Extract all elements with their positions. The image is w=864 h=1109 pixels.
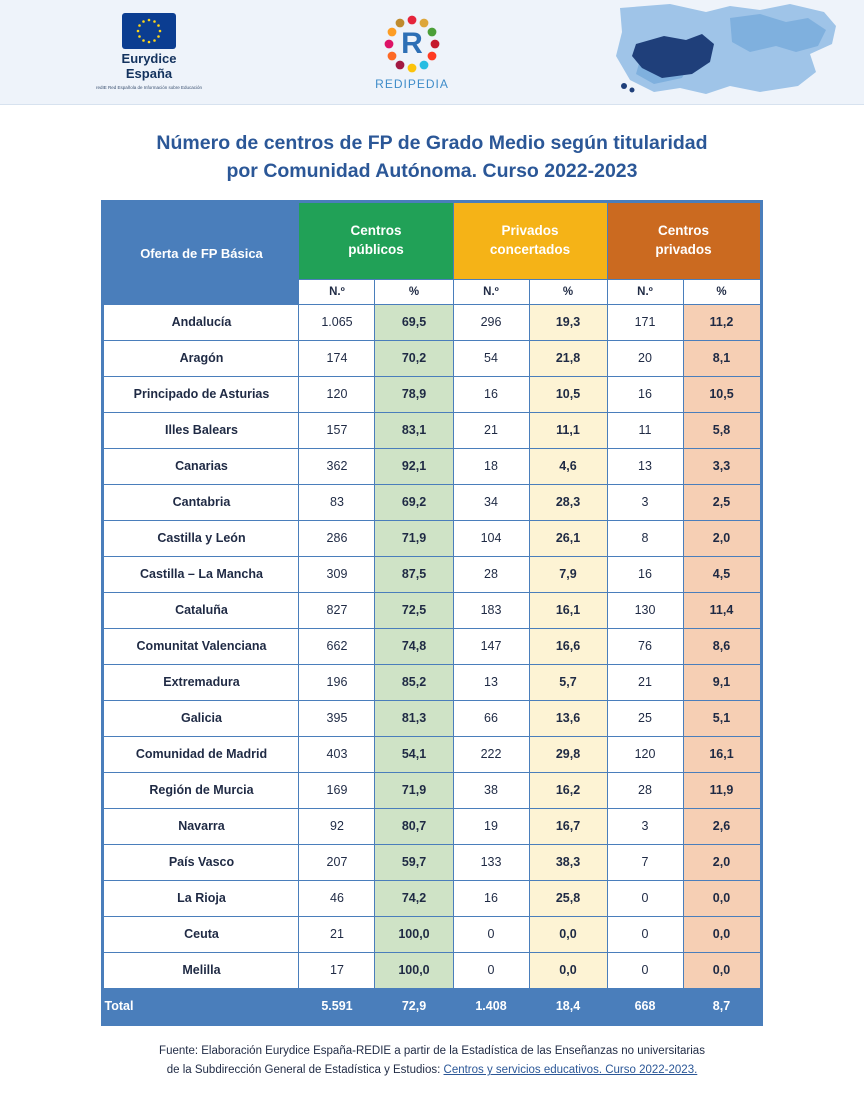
cell-private-pct: 0,0 xyxy=(683,952,761,988)
cell-total-concerted-count: 1.408 xyxy=(453,988,529,1024)
table-row xyxy=(103,736,761,772)
cell-public-pct: 69,2 xyxy=(375,484,453,520)
cell-private-count: 120 xyxy=(607,736,683,772)
cell-public-count: 196 xyxy=(299,664,375,700)
cell-total-private-count: 668 xyxy=(607,988,683,1024)
cell-concerted-count: 34 xyxy=(453,484,529,520)
table-total-row xyxy=(103,988,761,1024)
cell-public-pct: 74,8 xyxy=(375,628,453,664)
source-link[interactable]: Centros y servicios educativos. Curso 2022-2023. xyxy=(443,1064,698,1077)
header-group-concerted-line2: concertados xyxy=(489,241,571,257)
cell-private-count: 3 xyxy=(607,808,683,844)
cell-private-pct: 9,1 xyxy=(683,664,761,700)
cell-concerted-count: 66 xyxy=(453,700,529,736)
cell-concerted-count: 0 xyxy=(453,952,529,988)
table-row xyxy=(103,700,761,736)
cell-concerted-pct: 13,6 xyxy=(529,700,607,736)
cell-private-pct: 8,1 xyxy=(683,340,761,376)
cell-region: Galicia xyxy=(103,700,299,736)
data-table-container xyxy=(0,200,864,1026)
header-group-private xyxy=(607,201,761,279)
source-line1: Fuente: Elaboración Eurydice España-REDIE a partir de la Estadística de las Enseñanzas no universitarias xyxy=(159,1044,705,1057)
header-group-private-line1: Centros xyxy=(657,223,709,239)
header-concerted-count: N.º xyxy=(453,279,529,304)
cell-private-pct: 11,2 xyxy=(683,304,761,340)
cell-private-pct: 10,5 xyxy=(683,376,761,412)
cell-region: País Vasco xyxy=(103,844,299,880)
table-header-row-groups xyxy=(103,201,761,279)
cell-region: Región de Murcia xyxy=(103,772,299,808)
europe-map-graphic xyxy=(610,0,840,104)
cell-public-count: 83 xyxy=(299,484,375,520)
cell-private-pct: 2,5 xyxy=(683,484,761,520)
redipedia-letter: R xyxy=(401,27,423,60)
cell-private-count: 8 xyxy=(607,520,683,556)
page-title xyxy=(0,105,864,200)
cell-concerted-count: 54 xyxy=(453,340,529,376)
table-row xyxy=(103,916,761,952)
centros-fp-table xyxy=(101,200,762,1026)
cell-public-pct: 85,2 xyxy=(375,664,453,700)
cell-public-pct: 69,5 xyxy=(375,304,453,340)
cell-concerted-pct: 16,2 xyxy=(529,772,607,808)
cell-public-pct: 71,9 xyxy=(375,772,453,808)
cell-public-pct: 78,9 xyxy=(375,376,453,412)
cell-public-count: 827 xyxy=(299,592,375,628)
cell-public-pct: 83,1 xyxy=(375,412,453,448)
cell-public-pct: 100,0 xyxy=(375,916,453,952)
cell-concerted-count: 21 xyxy=(453,412,529,448)
cell-concerted-count: 19 xyxy=(453,808,529,844)
cell-private-count: 13 xyxy=(607,448,683,484)
header-group-public xyxy=(299,201,453,279)
cell-concerted-pct: 25,8 xyxy=(529,880,607,916)
header-region: Oferta de FP Básica xyxy=(103,201,299,304)
source-line2-prefix: de la Subdirección General de Estadística y Estudios: xyxy=(166,1064,444,1077)
cell-region: Comunitat Valenciana xyxy=(103,628,299,664)
table-row xyxy=(103,484,761,520)
eurydice-subtitle: redIE Red Española de Información sobre Educación xyxy=(95,85,203,91)
cell-public-count: 21 xyxy=(299,916,375,952)
cell-public-count: 362 xyxy=(299,448,375,484)
cell-concerted-pct: 5,7 xyxy=(529,664,607,700)
redipedia-wordmark: REDIPEDIA xyxy=(375,77,449,91)
cell-public-pct: 92,1 xyxy=(375,448,453,484)
header-group-public-line1: Centros xyxy=(350,223,402,239)
cell-concerted-count: 16 xyxy=(453,880,529,916)
cell-private-pct: 11,9 xyxy=(683,772,761,808)
table-row xyxy=(103,376,761,412)
table-row xyxy=(103,520,761,556)
cell-public-pct: 74,2 xyxy=(375,880,453,916)
cell-private-count: 0 xyxy=(607,952,683,988)
cell-region: Canarias xyxy=(103,448,299,484)
cell-concerted-count: 222 xyxy=(453,736,529,772)
cell-private-count: 28 xyxy=(607,772,683,808)
cell-concerted-count: 104 xyxy=(453,520,529,556)
header-public-count: N.º xyxy=(299,279,375,304)
eu-flag-icon xyxy=(122,13,176,49)
cell-concerted-pct: 11,1 xyxy=(529,412,607,448)
header-group-private-line2: privados xyxy=(655,241,712,257)
cell-private-count: 171 xyxy=(607,304,683,340)
page-header xyxy=(0,0,864,105)
cell-region: Castilla – La Mancha xyxy=(103,556,299,592)
table-body xyxy=(103,304,761,1024)
cell-private-pct: 0,0 xyxy=(683,916,761,952)
cell-public-count: 1.065 xyxy=(299,304,375,340)
cell-public-count: 169 xyxy=(299,772,375,808)
cell-total-concerted-pct: 18,4 xyxy=(529,988,607,1024)
cell-public-count: 309 xyxy=(299,556,375,592)
cell-public-count: 395 xyxy=(299,700,375,736)
header-group-concerted-line1: Privados xyxy=(501,223,559,239)
cell-concerted-pct: 28,3 xyxy=(529,484,607,520)
table-row xyxy=(103,448,761,484)
cell-public-pct: 80,7 xyxy=(375,808,453,844)
cell-concerted-count: 13 xyxy=(453,664,529,700)
cell-concerted-count: 296 xyxy=(453,304,529,340)
cell-region: Castilla y León xyxy=(103,520,299,556)
cell-concerted-pct: 16,1 xyxy=(529,592,607,628)
table-row xyxy=(103,556,761,592)
cell-concerted-count: 28 xyxy=(453,556,529,592)
cell-private-pct: 2,0 xyxy=(683,520,761,556)
cell-region: Andalucía xyxy=(103,304,299,340)
eurydice-logo xyxy=(24,13,214,91)
header-group-concerted xyxy=(453,201,607,279)
table-row xyxy=(103,772,761,808)
cell-total-private-pct: 8,7 xyxy=(683,988,761,1024)
cell-concerted-pct: 7,9 xyxy=(529,556,607,592)
cell-private-pct: 16,1 xyxy=(683,736,761,772)
redipedia-mark-icon xyxy=(374,13,450,75)
cell-public-count: 207 xyxy=(299,844,375,880)
cell-private-count: 0 xyxy=(607,880,683,916)
cell-region: Illes Balears xyxy=(103,412,299,448)
cell-concerted-pct: 4,6 xyxy=(529,448,607,484)
cell-public-pct: 70,2 xyxy=(375,340,453,376)
cell-region: Principado de Asturias xyxy=(103,376,299,412)
cell-private-pct: 2,6 xyxy=(683,808,761,844)
eurydice-name-line1: Eurydice xyxy=(121,51,177,67)
cell-concerted-pct: 16,7 xyxy=(529,808,607,844)
cell-concerted-count: 0 xyxy=(453,916,529,952)
cell-private-pct: 11,4 xyxy=(683,592,761,628)
table-row xyxy=(103,304,761,340)
table-row xyxy=(103,664,761,700)
cell-private-count: 3 xyxy=(607,484,683,520)
cell-private-count: 130 xyxy=(607,592,683,628)
cell-public-pct: 59,7 xyxy=(375,844,453,880)
cell-private-count: 11 xyxy=(607,412,683,448)
cell-private-pct: 5,8 xyxy=(683,412,761,448)
table-row xyxy=(103,592,761,628)
cell-region: Comunidad de Madrid xyxy=(103,736,299,772)
cell-concerted-pct: 0,0 xyxy=(529,916,607,952)
page-title-line2: por Comunidad Autónoma. Curso 2022-2023 xyxy=(226,160,638,183)
cell-private-pct: 2,0 xyxy=(683,844,761,880)
eurydice-name-line2: España xyxy=(125,66,173,82)
cell-concerted-pct: 0,0 xyxy=(529,952,607,988)
cell-concerted-count: 16 xyxy=(453,376,529,412)
source-line2 xyxy=(82,1061,782,1081)
cell-private-count: 16 xyxy=(607,376,683,412)
cell-concerted-pct: 16,6 xyxy=(529,628,607,664)
cell-public-pct: 81,3 xyxy=(375,700,453,736)
cell-public-count: 662 xyxy=(299,628,375,664)
table-row xyxy=(103,412,761,448)
cell-private-pct: 8,6 xyxy=(683,628,761,664)
cell-region: Melilla xyxy=(103,952,299,988)
cell-private-pct: 5,1 xyxy=(683,700,761,736)
cell-region: Cantabria xyxy=(103,484,299,520)
cell-region: Ceuta xyxy=(103,916,299,952)
cell-public-pct: 87,5 xyxy=(375,556,453,592)
cell-concerted-pct: 10,5 xyxy=(529,376,607,412)
source-note xyxy=(82,1042,782,1081)
cell-private-count: 0 xyxy=(607,916,683,952)
header-group-public-line2: públicos xyxy=(348,241,404,257)
cell-region: Navarra xyxy=(103,808,299,844)
cell-public-count: 403 xyxy=(299,736,375,772)
cell-private-pct: 0,0 xyxy=(683,880,761,916)
header-public-pct: % xyxy=(375,279,453,304)
cell-region: Aragón xyxy=(103,340,299,376)
cell-concerted-count: 183 xyxy=(453,592,529,628)
table-row xyxy=(103,952,761,988)
cell-public-pct: 54,1 xyxy=(375,736,453,772)
cell-public-count: 286 xyxy=(299,520,375,556)
cell-private-pct: 4,5 xyxy=(683,556,761,592)
header-private-count: N.º xyxy=(607,279,683,304)
eu-stars-icon xyxy=(122,13,176,49)
cell-private-count: 21 xyxy=(607,664,683,700)
cell-region: La Rioja xyxy=(103,880,299,916)
cell-total-public-count: 5.591 xyxy=(299,988,375,1024)
cell-private-pct: 3,3 xyxy=(683,448,761,484)
header-private-pct: % xyxy=(683,279,761,304)
cell-concerted-pct: 21,8 xyxy=(529,340,607,376)
cell-public-pct: 72,5 xyxy=(375,592,453,628)
cell-concerted-count: 18 xyxy=(453,448,529,484)
cell-concerted-count: 133 xyxy=(453,844,529,880)
cell-region: Cataluña xyxy=(103,592,299,628)
cell-public-count: 174 xyxy=(299,340,375,376)
cell-concerted-count: 38 xyxy=(453,772,529,808)
cell-private-count: 25 xyxy=(607,700,683,736)
cell-concerted-pct: 29,8 xyxy=(529,736,607,772)
cell-public-pct: 71,9 xyxy=(375,520,453,556)
cell-total-label: Total xyxy=(103,988,299,1024)
page-title-line1: Número de centros de FP de Grado Medio según titularidad xyxy=(156,132,708,154)
cell-concerted-pct: 19,3 xyxy=(529,304,607,340)
cell-concerted-pct: 26,1 xyxy=(529,520,607,556)
cell-private-count: 7 xyxy=(607,844,683,880)
table-row xyxy=(103,340,761,376)
redipedia-logo xyxy=(312,13,512,91)
table-row xyxy=(103,628,761,664)
cell-private-count: 76 xyxy=(607,628,683,664)
cell-region: Extremadura xyxy=(103,664,299,700)
table-row xyxy=(103,808,761,844)
table-row xyxy=(103,844,761,880)
cell-private-count: 20 xyxy=(607,340,683,376)
table-row xyxy=(103,880,761,916)
header-concerted-pct: % xyxy=(529,279,607,304)
cell-private-count: 16 xyxy=(607,556,683,592)
cell-total-public-pct: 72,9 xyxy=(375,988,453,1024)
cell-public-count: 92 xyxy=(299,808,375,844)
cell-public-count: 120 xyxy=(299,376,375,412)
cell-concerted-pct: 38,3 xyxy=(529,844,607,880)
cell-concerted-count: 147 xyxy=(453,628,529,664)
cell-public-pct: 100,0 xyxy=(375,952,453,988)
cell-public-count: 157 xyxy=(299,412,375,448)
cell-public-count: 46 xyxy=(299,880,375,916)
cell-public-count: 17 xyxy=(299,952,375,988)
